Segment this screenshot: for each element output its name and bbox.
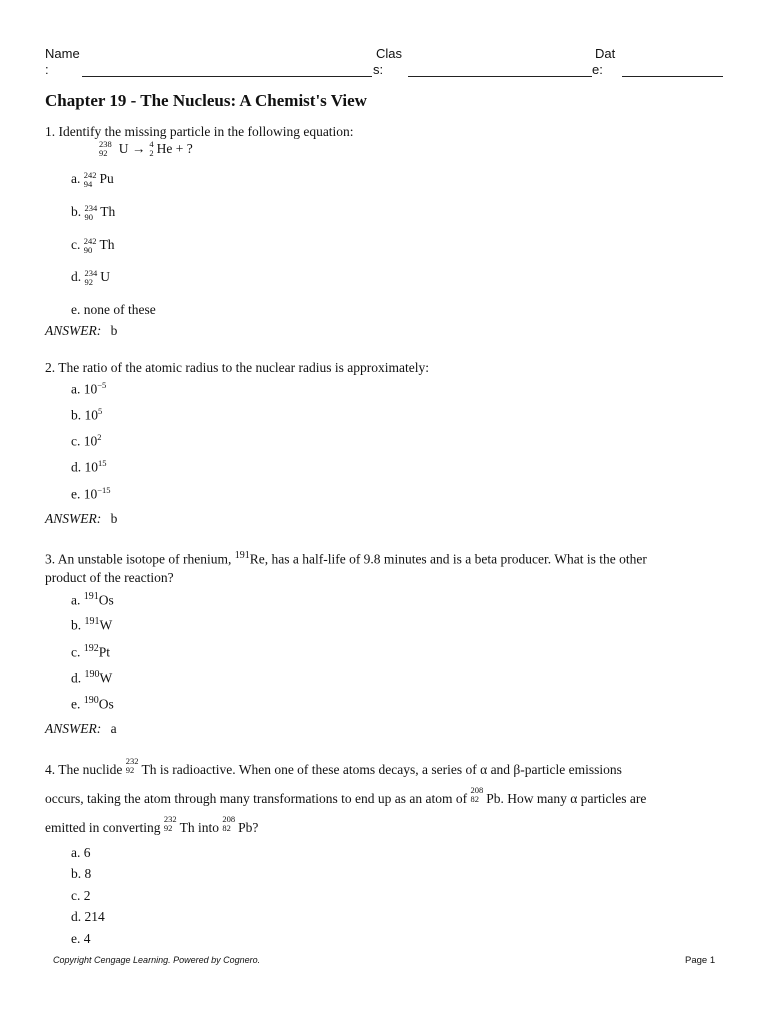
power-base: 10 — [83, 433, 98, 449]
question-1-equation — [99, 141, 193, 159]
power-base: 10 — [83, 381, 98, 397]
choice-letter: c. — [71, 237, 81, 253]
question-4-line1 — [45, 756, 622, 780]
q4-choice-d[interactable]: d. 214 — [71, 909, 105, 924]
power-exponent: −15 — [97, 485, 111, 495]
element-symbol: W — [99, 670, 113, 686]
atomic-number: 82 — [470, 794, 480, 804]
atomic-number: 90 — [84, 212, 93, 222]
mass-number: 232 — [125, 756, 139, 766]
mass-number: 192 — [83, 643, 99, 654]
mass-number: 238 — [99, 139, 112, 149]
choice-letter: e. — [71, 486, 81, 502]
answer-value: b — [110, 323, 118, 338]
power-base: 10 — [84, 407, 98, 423]
class-suffix: s: — [373, 62, 384, 77]
mass-number: 190 — [83, 695, 99, 706]
power-exponent: 15 — [98, 458, 107, 468]
atomic-number: 92 — [125, 765, 135, 775]
power-exponent: 2 — [97, 432, 102, 442]
date-suffix: e: — [592, 62, 603, 77]
q3-answer — [45, 721, 117, 737]
name-field[interactable] — [82, 76, 372, 77]
q4-choice-e[interactable]: e. 4 — [71, 931, 91, 946]
choice-letter: c. — [71, 644, 81, 660]
element-symbol: Pt — [98, 644, 111, 660]
q3-choice-a[interactable] — [71, 591, 114, 609]
choice-letter: b. — [71, 204, 82, 220]
stem-text: Pb. How many α particles are — [486, 791, 647, 807]
element-symbol: U — [100, 269, 110, 285]
q4-choice-b[interactable]: b. 8 — [71, 866, 92, 881]
stem-text: Re, has a half-life of 9.8 minutes and is a beta producer. What is the other — [249, 551, 647, 567]
mass-number: 208 — [470, 785, 484, 795]
class-label: Clas — [376, 46, 403, 61]
q3-choice-e[interactable] — [71, 695, 114, 713]
mass-number: 242 — [83, 170, 97, 180]
atomic-number: 92 — [84, 277, 93, 287]
element-symbol: Th — [100, 204, 116, 220]
choice-letter: b. — [71, 407, 82, 423]
equation-reactant: U → — [118, 141, 146, 157]
class-field[interactable] — [408, 76, 592, 77]
choice-letter: d. — [71, 670, 82, 686]
q2-choice-e[interactable] — [71, 485, 111, 503]
mass-number: 242 — [83, 236, 97, 246]
mass-number: 234 — [84, 268, 98, 278]
mass-number: 190 — [84, 669, 100, 680]
page-number: Page 1 — [685, 955, 716, 966]
q1-choice-a[interactable] — [71, 171, 114, 189]
q1-choice-e[interactable]: e. none of these — [71, 302, 156, 317]
choice-letter: a. — [71, 381, 81, 397]
answer-value: b — [110, 511, 118, 526]
answer-label: ANSWER: — [45, 323, 102, 338]
mass-number: 232 — [163, 814, 177, 824]
date-field[interactable] — [622, 76, 723, 77]
element-symbol: Th — [99, 237, 115, 253]
choice-letter: d. — [71, 459, 82, 475]
question-2-stem: 2. The ratio of the atomic radius to the nuclear radius is approximately: — [45, 360, 430, 375]
mass-number: 4 — [149, 139, 154, 149]
q4-choice-a[interactable]: a. 6 — [71, 845, 91, 860]
stem-text: Th into — [179, 820, 219, 836]
power-base: 10 — [84, 459, 98, 475]
q1-choice-c[interactable] — [71, 237, 115, 255]
answer-value: a — [110, 721, 117, 736]
name-label: Name — [45, 46, 80, 61]
footer-copyright: Copyright Cengage Learning. Powered by Cognero. — [53, 955, 261, 965]
atomic-number: 90 — [83, 245, 93, 255]
date-label: Dat — [595, 46, 616, 61]
answer-label: ANSWER: — [45, 721, 102, 736]
atomic-number: 94 — [83, 179, 93, 189]
mass-number: 234 — [84, 203, 98, 213]
question-1-stem: 1. Identify the missing particle in the following equation: — [45, 124, 354, 139]
power-exponent: −5 — [97, 380, 107, 390]
choice-letter: e. — [71, 696, 81, 712]
element-symbol: W — [99, 617, 113, 633]
choice-letter: c. — [71, 433, 81, 449]
power-exponent: 5 — [98, 406, 103, 416]
choice-letter: a. — [71, 171, 81, 187]
question-4-line3 — [45, 814, 259, 838]
q3-choice-b[interactable] — [71, 616, 112, 634]
element-symbol: Os — [98, 592, 114, 608]
q3-choice-c[interactable] — [71, 643, 110, 661]
q2-choice-d[interactable] — [71, 458, 107, 476]
atomic-number: 92 — [99, 148, 108, 158]
q1-choice-d[interactable] — [71, 269, 110, 287]
q2-choice-a[interactable] — [71, 380, 106, 398]
equation-products: He + ? — [156, 141, 193, 157]
atomic-number: 92 — [163, 823, 173, 833]
mass-number: 191 — [234, 550, 250, 561]
mass-number: 191 — [84, 616, 100, 627]
choice-letter: d. — [71, 269, 82, 285]
answer-label: ANSWER: — [45, 511, 102, 526]
power-base: 10 — [83, 486, 98, 502]
q2-choice-c[interactable] — [71, 432, 102, 450]
choice-letter: a. — [71, 592, 81, 608]
question-3-stem-line2: product of the reaction? — [45, 570, 174, 585]
question-4-line2 — [45, 785, 647, 809]
mass-number: 208 — [222, 814, 236, 824]
stem-text: 4. The nuclide — [45, 762, 123, 778]
stem-text: emitted in converting — [45, 820, 161, 836]
q4-choice-c[interactable]: c. 2 — [71, 888, 91, 903]
q1-choice-b[interactable] — [71, 204, 115, 222]
mass-number: 191 — [83, 591, 99, 602]
q1-answer — [45, 323, 117, 339]
page-title: Chapter 19 - The Nucleus: A Chemist's View — [45, 91, 367, 110]
q2-choice-b[interactable] — [71, 406, 102, 424]
element-symbol: Pu — [99, 171, 114, 187]
choice-letter: b. — [71, 617, 82, 633]
q3-choice-d[interactable] — [71, 669, 112, 687]
stem-text: occurs, taking the atom through many transformations to end up as an atom of — [45, 791, 468, 807]
atomic-number: 2 — [149, 148, 154, 158]
element-symbol: Os — [98, 696, 114, 712]
stem-text: Pb? — [238, 820, 259, 836]
stem-text: Th is radioactive. When one of these atoms decays, a series of α and β-particle emissions — [141, 762, 622, 778]
question-3-stem — [45, 550, 647, 568]
name-colon: : — [45, 62, 49, 77]
q2-answer — [45, 511, 117, 527]
stem-text: 3. An unstable isotope of rhenium, — [45, 551, 235, 567]
atomic-number: 82 — [222, 823, 231, 833]
